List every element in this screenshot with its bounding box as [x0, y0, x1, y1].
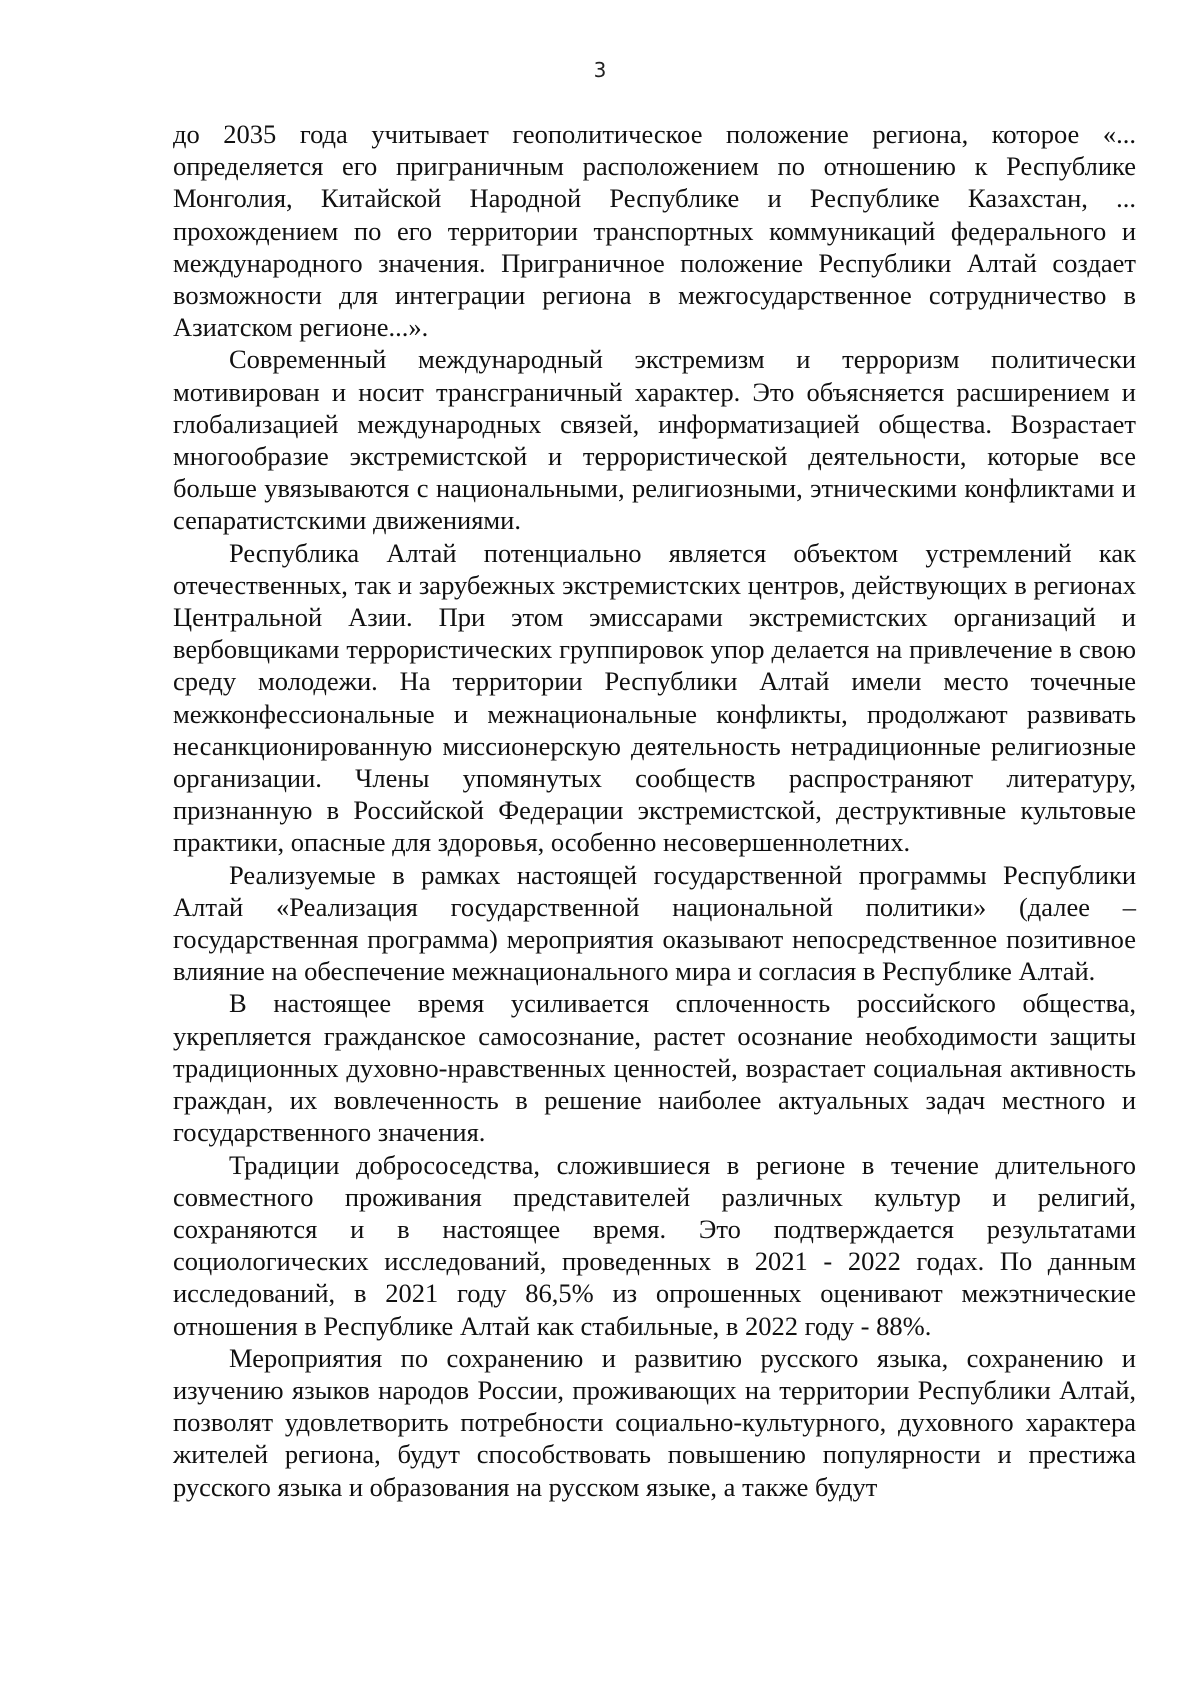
paragraph-2: Современный международный экстремизм и терроризм политически мотивирован и носит трансграничный характер. Это объясняется расширением и глобализацией международных связей, информатизацией общества. Возрастает многообразие экстремистской и террористической деятельности, которые все больше увязываются с национальными, религиозными, этническими конфликтами и сепаратистскими движениями. — [173, 344, 1136, 536]
paragraph-3: Республика Алтай потенциально является объектом устремлений как отечественных, так и зарубежных экстремистских центров, действующих в регионах Центральной Азии. При этом эмиссарами экстремистских организаций и вербовщиками террористических группировок упор делается на привлечение в свою среду молодежи. На территории Республики Алтай имели место точечные межконфессиональные и межнациональные конфликты, продолжают развивать несанкционированную миссионерскую деятельность нетрадиционные религиозные организации. Члены упомянутых сообществ распространяют литературу, признанную в Российской Федерации экстремистской, деструктивные культовые практики, опасные для здоровья, особенно несовершеннолетних. — [173, 537, 1136, 858]
paragraph-6: Традиции добрососедства, сложившиеся в регионе в течение длительного совместного проживания представителей различных культур и религий, сохраняются и в настоящее время. Это подтверждается результатами социологических исследований, проведенных в 2021 - 2022 годах. По данным исследований, в 2021 году 86,5% из опрошенных оценивают межэтнические отношения в Республике Алтай как стабильные, в 2022 году - 88%. — [173, 1149, 1136, 1341]
paragraph-7: Мероприятия по сохранению и развитию русского языка, сохранению и изучению языков народов России, проживающих на территории Республики Алтай, позволят удовлетворить потребности социально-культурного, духовного характера жителей региона, будут способствовать повышению популярности и престижа русского языка и образования на русском языке, а также будут — [173, 1342, 1136, 1502]
page-number: 3 — [593, 58, 607, 82]
document-body — [173, 118, 1136, 1503]
paragraph-4: Реализуемые в рамках настоящей государственной программы Республики Алтай «Реализация государственной национальной политики» (далее – государственная программа) мероприятия оказывают непосредственное позитивное влияние на обеспечение межнационального мира и согласия в Республике Алтай. — [173, 859, 1136, 987]
paragraph-1: до 2035 года учитывает геополитическое положение региона, которое «... определяется его приграничным расположением по отношению к Республике Монголия, Китайской Народной Республике и Республике Казахстан, ... прохождением по его территории транспортных коммуникаций федерального и международного значения. Приграничное положение Республики Алтай создает возможности для интеграции региона в межгосударственное сотрудничество в Азиатском регионе...». — [173, 119, 1136, 343]
paragraph-5: В настоящее время усиливается сплоченность российского общества, укрепляется гражданское самосознание, растет осознание необходимости защиты традиционных духовно-нравственных ценностей, возрастает социальная активность граждан, их вовлеченность в решение наиболее актуальных задач местного и государственного значения. — [173, 988, 1136, 1148]
